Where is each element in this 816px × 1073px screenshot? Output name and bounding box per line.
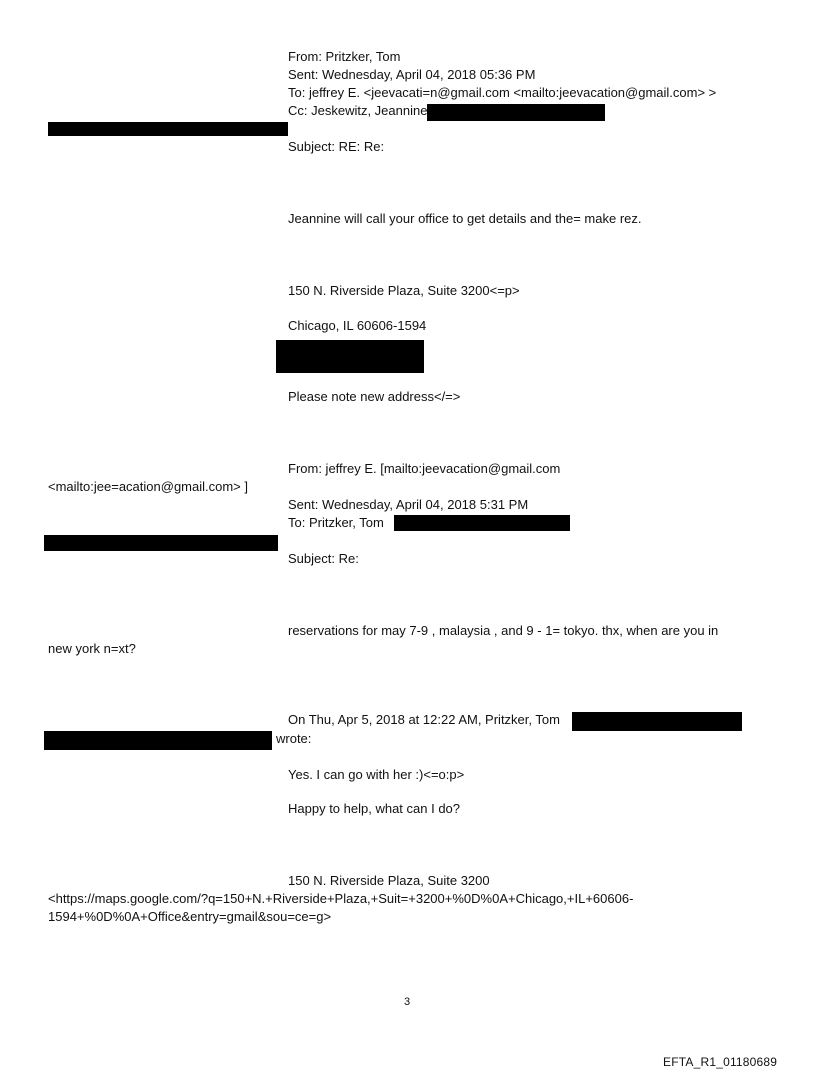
- page-number: 3: [404, 996, 411, 1008]
- to-line: To: jeffrey E. <jeevacati=n@gmail.com <mailto:jeevacation@gmail.com> >: [288, 85, 717, 100]
- cc-line: Cc: Jeskewitz, Jeannine: [288, 103, 428, 118]
- document-id: EFTA_R1_01180689: [663, 1055, 778, 1069]
- redaction-bar: [48, 122, 288, 136]
- to-line: To: Pritzker, Tom: [288, 515, 384, 530]
- message-text: reservations for may 7-9 , malaysia , and 9 - 1= tokyo. thx, when are you in: [288, 623, 719, 638]
- redaction-bar: [572, 712, 742, 731]
- from-line-continuation: <mailto:jee=acation@gmail.com> ]: [48, 479, 248, 494]
- sent-line: Sent: Wednesday, April 04, 2018 5:31 PM: [288, 497, 529, 512]
- address-line: 150 N. Riverside Plaza, Suite 3200<=p>: [288, 283, 520, 298]
- redaction-bar: [44, 731, 272, 750]
- quote-intro: On Thu, Apr 5, 2018 at 12:22 AM, Pritzker, Tom: [288, 712, 560, 727]
- message-continuation: new york n=xt?: [48, 641, 136, 656]
- subject-line: Subject: RE: Re:: [288, 139, 385, 154]
- from-line: From: jeffrey E. [mailto:jeevacation@gmail.com: [288, 461, 561, 476]
- redaction-bar: [276, 340, 424, 373]
- map-link: <https://maps.google.com/?q=150+N.+Riverside+Plaza,+Suit=+3200+%0D%0A+Chicago,+IL+60606-: [48, 891, 634, 906]
- address-line: 150 N. Riverside Plaza, Suite 3200: [288, 873, 490, 888]
- sent-line: Sent: Wednesday, April 04, 2018 05:36 PM: [288, 67, 536, 82]
- redaction-bar: [44, 535, 278, 551]
- address-line: Chicago, IL 60606-1594: [288, 318, 427, 333]
- redaction-bar: [427, 104, 605, 121]
- redaction-bar: [394, 515, 570, 531]
- note-text: Please note new address</=>: [288, 389, 461, 404]
- quote-text: Yes. I can go with her :)<=o:p>: [288, 767, 465, 782]
- map-link-continuation: 1594+%0D%0A+Office&entry=gmail&sou=ce=g>: [48, 909, 332, 924]
- quote-wrote: wrote:: [276, 731, 312, 746]
- from-line: From: Pritzker, Tom: [288, 49, 401, 64]
- subject-line: Subject: Re:: [288, 551, 359, 566]
- message-text: Jeannine will call your office to get details and the= make rez.: [288, 211, 642, 226]
- quote-text: Happy to help, what can I do?: [288, 801, 461, 816]
